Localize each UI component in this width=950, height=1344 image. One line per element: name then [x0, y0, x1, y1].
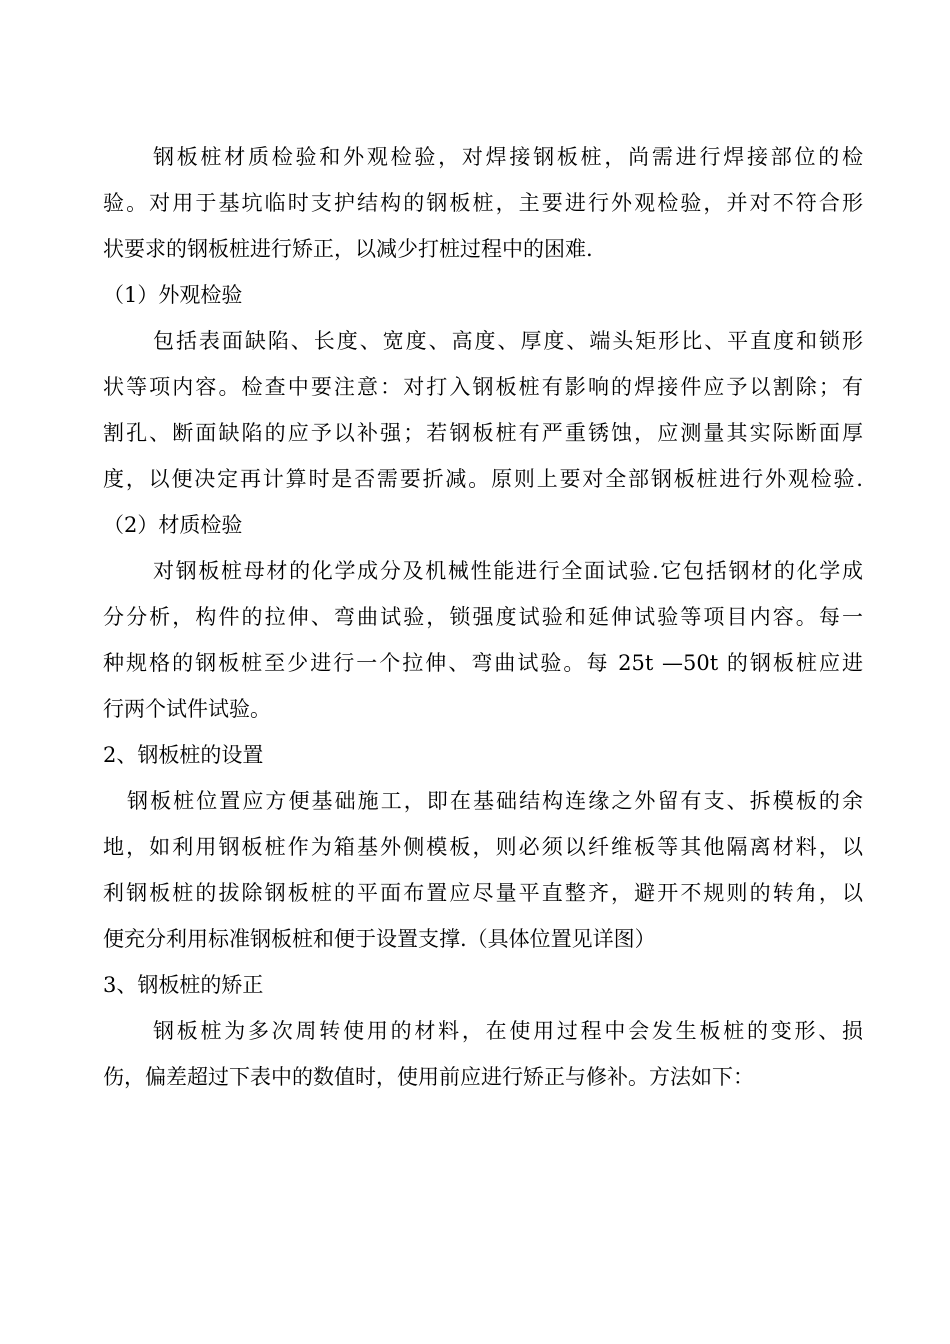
paragraph-line: 行两个试件试验。 [103, 697, 271, 721]
paragraph-line: 包括表面缺陷、长度、宽度、高度、厚度、端头矩形比、平直度和锁形 [153, 329, 863, 353]
section-heading: 3、钢板桩的矫正 [103, 973, 264, 997]
paragraph-line: 地，如利用钢板桩作为箱基外侧模板，则必须以纤维板等其他隔离材料，以 [103, 835, 863, 859]
paragraph-line: 钢板桩为多次周转使用的材料，在使用过程中会发生板桩的变形、损 [153, 1019, 863, 1043]
paragraph-line: 伤，偏差超过下表中的数值时，使用前应进行矫正与修补。方法如下： [103, 1065, 754, 1089]
paragraph-line: 种规格的钢板桩至少进行一个拉伸、弯曲试验。每 25t —50t 的钢板桩应进 [103, 651, 863, 675]
paragraph-line: 状等项内容。检查中要注意：对打入钢板桩有影响的焊接件应予以割除；有 [103, 375, 863, 399]
paragraph-line: 分分析，构件的拉伸、弯曲试验，锁强度试验和延伸试验等项目内容。每一 [103, 605, 863, 629]
paragraph-line: 状要求的钢板桩进行矫正，以减少打桩过程中的困难. [103, 237, 593, 261]
paragraph-line: 钢板桩位置应方便基础施工，即在基础结构连缘之外留有支、拆模板的余 [127, 789, 863, 813]
paragraph-line: 验。对用于基坑临时支护结构的钢板桩，主要进行外观检验，并对不符合形 [103, 191, 863, 215]
paragraph-line: 对钢板桩母材的化学成分及机械性能进行全面试验.它包括钢材的化学成 [153, 559, 863, 583]
paragraph-line: 割孔、断面缺陷的应予以补强；若钢板桩有严重锈蚀，应测量其实际断面厚 [103, 421, 863, 445]
paragraph-line: 度，以便决定再计算时是否需要折减。原则上要对全部钢板桩进行外观检验. [103, 467, 863, 491]
paragraph-line: 便充分利用标准钢板桩和便于设置支撑.（具体位置见详图） [103, 927, 656, 951]
section-heading: （2）材质检验 [103, 513, 243, 537]
paragraph-line: 钢板桩材质检验和外观检验，对焊接钢板桩，尚需进行焊接部位的检 [153, 145, 863, 169]
section-heading: （1）外观检验 [103, 283, 243, 307]
paragraph-line: 利钢板桩的拔除钢板桩的平面布置应尽量平直整齐，避开不规则的转角，以 [103, 881, 863, 905]
section-heading: 2、钢板桩的设置 [103, 743, 264, 767]
